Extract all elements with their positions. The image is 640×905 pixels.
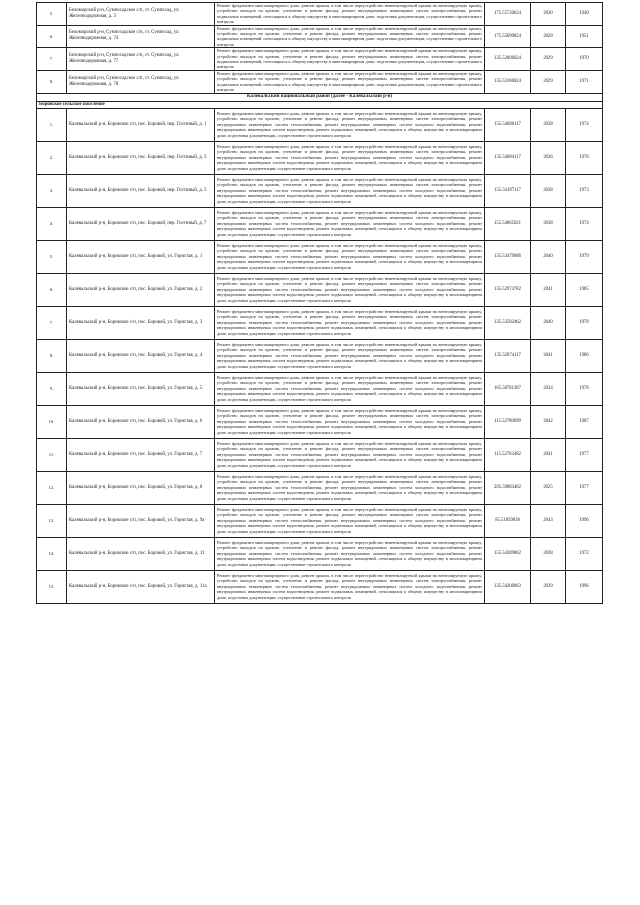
row-construction-year: 1986: [566, 339, 603, 372]
row-address: Калевальский р-н, Боровское с/п, пос. Боровой, ул. Гористая, д. 3: [67, 306, 215, 339]
table-body: [37, 3, 603, 604]
repair-program-table: [36, 2, 603, 604]
table-row: [37, 537, 603, 570]
row-work-description: Ремонт фундамента многоквартирного дома, ремонт крыши, в том числе переустройство невентилируемой крыши на вентилируемую крышу, устройство выходов на кровлю, утепление и ремонт фасада, ремонт внутридомовых инженерных систем электроснабжения, ремонт внутридомовых инженерных систем теплоснабжения, ремонт внутридомовых инженерных систем холодного водоснабжения, ремонт внутридомовых инженерных систем водоотведения, ремонт подвальных помещений, относящихся к общему имуществу в многоквартирном доме, подготовка документации, осуществление строительного контроля: [215, 339, 485, 372]
row-number: 5.: [37, 240, 67, 273]
table-row: [37, 273, 603, 306]
row-cost: 135.54084117: [485, 141, 531, 174]
row-work-description: Ремонт фундамента многоквартирного дома, ремонт крыши, в том числе переустройство невентилируемой крыши на вентилируемую крышу, устройство выходов на кровлю, утепление и ремонт фасада, ремонт внутридомовых инженерных систем электроснабжения, ремонт внутридомовых инженерных систем теплоснабжения, ремонт внутридомовых инженерных систем холодного водоснабжения, ремонт внутридомовых инженерных систем водоотведения, ремонт подвальных помещений, относящихся к общему имуществу в многоквартирном доме, подготовка документации, осуществление строительного контроля: [215, 240, 485, 273]
table-row: [37, 70, 603, 93]
row-construction-year: 1951: [566, 25, 603, 48]
row-address: Беломорский р-н, Сумпосадское с/п, ст. Сумпосад, ул. Железнодорожная, д. 77: [67, 48, 215, 71]
row-work-description: Ремонт фундамента многоквартирного дома, ремонт крыши, в том числе переустройство невентилируемой крыши на вентилируемую крышу, устройство выходов на кровлю, утепление и ремонт фасада, ремонт внутридомовых инженерных систем электроснабжения, ремонт подвальных помещений, относящихся к общему имуществу в многоквартирном доме, подготовка документации, осуществление строительного контроля: [215, 3, 485, 26]
row-cost: 175.55720624: [485, 3, 531, 26]
row-construction-year: 1987: [566, 405, 603, 438]
row-cost: 135.54260063: [485, 570, 531, 603]
row-work-description: Ремонт фундамента многоквартирного дома, ремонт крыши, в том числе переустройство невентилируемой крыши на вентилируемую крышу, устройство выходов на кровлю, утепление и ремонт фасада, ремонт внутридомовых инженерных систем электроснабжения, ремонт внутридомовых инженерных систем теплоснабжения, ремонт внутридомовых инженерных систем холодного водоснабжения, ремонт внутридомовых инженерных систем водоотведения, ремонт подвальных помещений, относящихся к общему имуществу в многоквартирном доме, подготовка документации, осуществление строительного контроля: [215, 108, 485, 141]
row-work-description: Ремонт фундамента многоквартирного дома, ремонт крыши, в том числе переустройство невентилируемой крыши на вентилируемую крышу, устройство выходов на кровлю, утепление и ремонт фасада, ремонт внутридомовых инженерных систем электроснабжения, ремонт внутридомовых инженерных систем теплоснабжения, ремонт внутридомовых инженерных систем холодного водоснабжения, ремонт внутридомовых инженерных систем водоотведения, ремонт подвальных помещений, относящихся к общему имуществу в многоквартирном доме, подготовка документации, осуществление строительного контроля: [215, 273, 485, 306]
row-planned-year: 2038: [531, 174, 566, 207]
table-row: [37, 570, 603, 603]
row-cost: 115.52780099: [485, 405, 531, 438]
row-number: 14.: [37, 537, 67, 570]
row-work-description: Ремонт фундамента многоквартирного дома, ремонт крыши, в том числе переустройство невентилируемой крыши на вентилируемую крышу, устройство выходов на кровлю, утепление и ремонт фасада, ремонт внутридомовых инженерных систем электроснабжения, ремонт внутридомовых инженерных систем теплоснабжения, ремонт внутридомовых инженерных систем холодного водоснабжения, ремонт внутридомовых инженерных систем водоотведения, ремонт подвальных помещений, относящихся к общему имуществу в многоквартирном доме, подготовка документации, осуществление строительного контроля: [215, 471, 485, 504]
row-construction-year: 1970: [566, 48, 603, 71]
row-cost: 165.58781387: [485, 372, 531, 405]
table-row: [37, 504, 603, 537]
row-address: Беломорский р-н, Сумпосадское с/п, ст. Сумпосад, ул. Железнодорожная, д. 74: [67, 25, 215, 48]
row-cost: 115.52763482: [485, 438, 531, 471]
row-work-description: Ремонт фундамента многоквартирного дома, ремонт крыши, в том числе переустройство невентилируемой крыши на вентилируемую крышу, устройство выходов на кровлю, утепление и ремонт фасада, ремонт внутридомовых инженерных систем электроснабжения, ремонт внутридомовых инженерных систем теплоснабжения, ремонт внутридомовых инженерных систем холодного водоснабжения, ремонт внутридомовых инженерных систем водоотведения, ремонт подвальных помещений, относящихся к общему имуществу в многоквартирном доме, подготовка документации, осуществление строительного контроля: [215, 306, 485, 339]
row-planned-year: 2030: [531, 3, 566, 26]
table-row: [37, 372, 603, 405]
row-cost: 135.52874117: [485, 339, 531, 372]
row-planned-year: 2028: [531, 25, 566, 48]
row-address: Калевальский р-н, Боровское с/п, пос. Боровой, пер. Гостиный, д. 5: [67, 174, 215, 207]
row-address: Беломорский р-н, Сумпосадское с/п, ст. Сумпосад, ул. Железнодорожная, д. 78: [67, 70, 215, 93]
row-construction-year: 1976: [566, 141, 603, 174]
row-construction-year: 1971: [566, 70, 603, 93]
row-construction-year: 1996: [566, 570, 603, 603]
row-address: Калевальский р-н, Боровское с/п, пос. Боровой, ул. Гористая, д. 2: [67, 273, 215, 306]
row-address: Калевальский р-н, Боровское с/п, пос. Боровой, ул. Гористая, д. 7: [67, 438, 215, 471]
row-number: 12.: [37, 471, 67, 504]
row-number: 13.: [37, 504, 67, 537]
row-work-description: Ремонт фундамента многоквартирного дома, ремонт крыши, в том числе переустройство невентилируемой крыши на вентилируемую крышу, устройство выходов на кровлю, утепление и ремонт фасада, ремонт внутридомовых инженерных систем электроснабжения, ремонт внутридомовых инженерных систем теплоснабжения, ремонт внутридомовых инженерных систем холодного водоснабжения, ремонт внутридомовых инженерных систем водоотведения, ремонт подвальных помещений, относящихся к общему имуществу в многоквартирном доме, подготовка документации, осуществление строительного контроля: [215, 372, 485, 405]
table-row: [37, 471, 603, 504]
row-planned-year: 2025: [531, 471, 566, 504]
row-planned-year: 2041: [531, 273, 566, 306]
row-address: Калевальский р-н, Боровское с/п, пос. Боровой, ул. Гористая, д. 11а: [67, 570, 215, 603]
row-number: 7.: [37, 306, 67, 339]
row-work-description: Ремонт фундамента многоквартирного дома, ремонт крыши, в том числе переустройство невентилируемой крыши на вентилируемую крышу, устройство выходов на кровлю, утепление и ремонт фасада, ремонт внутридомовых инженерных систем электроснабжения, ремонт внутридомовых инженерных систем теплоснабжения, ремонт внутридомовых инженерных систем холодного водоснабжения, ремонт внутридомовых инженерных систем водоотведения, ремонт подвальных помещений, относящихся к общему имуществу в многоквартирном доме, подготовка документации, осуществление строительного контроля: [215, 438, 485, 471]
row-cost: 205.59083482: [485, 471, 531, 504]
row-number: 5.: [37, 3, 67, 26]
table-row: [37, 3, 603, 26]
row-construction-year: 1974: [566, 207, 603, 240]
row-work-description: Ремонт фундамента многоквартирного дома, ремонт крыши, в том числе переустройство невентилируемой крыши на вентилируемую крышу, устройство выходов на кровлю, утепление и ремонт фасада, ремонт внутридомовых инженерных систем электроснабжения, ремонт внутридомовых инженерных систем теплоснабжения, ремонт внутридомовых инженерных систем холодного водоснабжения, ремонт внутридомовых инженерных систем водоотведения, ремонт подвальных помещений, относящихся к общему имуществу в многоквартирном доме, подготовка документации, осуществление строительного контроля: [215, 141, 485, 174]
row-address: Калевальский р-н, Боровское с/п, пос. Боровой, ул. Гористая, д. 8: [67, 471, 215, 504]
row-planned-year: 2039: [531, 570, 566, 603]
row-address: Калевальский р-н, Боровское с/п, пос. Боровой, пер. Гостиный, д. 1: [67, 108, 215, 141]
row-construction-year: 1985: [566, 273, 603, 306]
table-row: [37, 306, 603, 339]
row-cost: 135.53479686: [485, 240, 531, 273]
row-construction-year: 1973: [566, 174, 603, 207]
table-row: [37, 207, 603, 240]
row-planned-year: 2040: [531, 240, 566, 273]
row-cost: 135.52006624: [485, 48, 531, 71]
row-planned-year: 2038: [531, 537, 566, 570]
row-address: Калевальский р-н, Боровское с/п, пос. Боровой, ул. Гористая, д. 11: [67, 537, 215, 570]
row-construction-year: 1940: [566, 3, 603, 26]
row-number: 9.: [37, 372, 67, 405]
row-planned-year: 2038: [531, 108, 566, 141]
row-work-description: Ремонт фундамента многоквартирного дома, ремонт крыши, в том числе переустройство невентилируемой крыши на вентилируемую крышу, устройство выходов на кровлю, утепление и ремонт фасада, ремонт внутридомовых инженерных систем электроснабжения, ремонт подвальных помещений, относящихся к общему имуществу в многоквартирном доме, подготовка документации, осуществление строительного контроля: [215, 25, 485, 48]
row-address: Калевальский р-н, Боровское с/п, пос. Боровой, ул. Гористая, д. 5: [67, 372, 215, 405]
row-work-description: Ремонт фундамента многоквартирного дома, ремонт крыши, в том числе переустройство невентилируемой крыши на вентилируемую крышу, устройство выходов на кровлю, утепление и ремонт фасада, ремонт внутридомовых инженерных систем электроснабжения, ремонт подвальных помещений, относящихся к общему имуществу в многоквартирном доме, подготовка документации, осуществление строительного контроля: [215, 70, 485, 93]
row-work-description: Ремонт фундамента многоквартирного дома, ремонт крыши, в том числе переустройство невентилируемой крыши на вентилируемую крышу, устройство выходов на кровлю, утепление и ремонт фасада, ремонт внутридомовых инженерных систем электроснабжения, ремонт внутридомовых инженерных систем теплоснабжения, ремонт внутридомовых инженерных систем холодного водоснабжения, ремонт внутридомовых инженерных систем водоотведения, ремонт подвальных помещений, относящихся к общему имуществу в многоквартирном доме, подготовка документации, осуществление строительного контроля: [215, 504, 485, 537]
row-cost: 135.52974782: [485, 273, 531, 306]
row-construction-year: 1977: [566, 471, 603, 504]
row-cost: 175.55699824: [485, 25, 531, 48]
row-planned-year: 2029: [531, 70, 566, 93]
row-construction-year: 1974: [566, 108, 603, 141]
row-work-description: Ремонт фундамента многоквартирного дома, ремонт крыши, в том числе переустройство невентилируемой крыши на вентилируемую крышу, устройство выходов на кровлю, утепление и ремонт фасада, ремонт внутридомовых инженерных систем электроснабжения, ремонт внутридомовых инженерных систем теплоснабжения, ремонт внутридомовых инженерных систем холодного водоснабжения, ремонт внутридомовых инженерных систем водоотведения, ремонт подвальных помещений, относящихся к общему имуществу в многоквартирном доме, подготовка документации, осуществление строительного контроля: [215, 537, 485, 570]
row-work-description: Ремонт фундамента многоквартирного дома, ремонт крыши, в том числе переустройство невентилируемой крыши на вентилируемую крышу, устройство выходов на кровлю, утепление и ремонт фасада, ремонт внутридомовых инженерных систем электроснабжения, ремонт внутридомовых инженерных систем теплоснабжения, ремонт внутридомовых инженерных систем холодного водоснабжения, ремонт внутридомовых инженерных систем водоотведения, ремонт подвальных помещений, относящихся к общему имуществу в многоквартирном доме, подготовка документации, осуществление строительного контроля: [215, 174, 485, 207]
row-construction-year: 1978: [566, 372, 603, 405]
row-number: 10.: [37, 405, 67, 438]
settlement-title: Боровское сельское поселение: [37, 101, 215, 108]
row-planned-year: 2036: [531, 141, 566, 174]
table-row: [37, 48, 603, 71]
table-row: [37, 240, 603, 273]
row-number: 6.: [37, 25, 67, 48]
table-row: [37, 25, 603, 48]
row-cost: 135.53106824: [485, 70, 531, 93]
row-cost: 85.51859838: [485, 504, 531, 537]
row-work-description: Ремонт фундамента многоквартирного дома, ремонт крыши, в том числе переустройство невентилируемой крыши на вентилируемую крышу, устройство выходов на кровлю, утепление и ремонт фасада, ремонт внутридомовых инженерных систем электроснабжения, ремонт внутридомовых инженерных систем теплоснабжения, ремонт внутридомовых инженерных систем холодного водоснабжения, ремонт внутридомовых инженерных систем водоотведения, ремонт подвальных помещений, относящихся к общему имуществу в многоквартирном доме, подготовка документации, осуществление строительного контроля: [215, 405, 485, 438]
row-address: Калевальский р-н, Боровское с/п, пос. Боровой, пер. Гостиный, д. 7: [67, 207, 215, 240]
row-address: Беломорский р-н, Сумпосадское с/п, ст. Сумпосад, ул. Железнодорожная, д. 3: [67, 3, 215, 26]
row-planned-year: 2038: [531, 207, 566, 240]
row-planned-year: 2042: [531, 405, 566, 438]
row-cost: 155.54065021: [485, 207, 531, 240]
row-planned-year: 2041: [531, 339, 566, 372]
row-planned-year: 2034: [531, 372, 566, 405]
row-number: 8.: [37, 70, 67, 93]
row-number: 8.: [37, 339, 67, 372]
row-cost: 135.53582462: [485, 306, 531, 339]
district-header-row: [37, 93, 603, 101]
row-planned-year: 2029: [531, 48, 566, 71]
row-construction-year: 1972: [566, 537, 603, 570]
document-page: [36, 2, 602, 900]
row-planned-year: 2043: [531, 504, 566, 537]
row-planned-year: 2041: [531, 438, 566, 471]
table-row: [37, 141, 603, 174]
table-row: [37, 438, 603, 471]
row-address: Калевальский р-н, Боровское с/п, пос. Боровой, ул. Гористая, д. 1: [67, 240, 215, 273]
row-number: 1.: [37, 108, 67, 141]
row-address: Калевальский р-н, Боровское с/п, пос. Боровой, ул. Гористая, д. 4: [67, 339, 215, 372]
settlement-header-row: [37, 101, 603, 108]
row-number: 15.: [37, 570, 67, 603]
row-construction-year: 1979: [566, 240, 603, 273]
row-number: 4.: [37, 207, 67, 240]
row-construction-year: 1996: [566, 504, 603, 537]
row-address: Калевальский р-н, Боровское с/п, пос. Боровой, ул. Гористая, д. 6: [67, 405, 215, 438]
district-title: Калевальский национальный район (далее - Калевальский р-н): [37, 93, 603, 101]
row-work-description: Ремонт фундамента многоквартирного дома, ремонт крыши, в том числе переустройство невентилируемой крыши на вентилируемую крышу, устройство выходов на кровлю, утепление и ремонт фасада, ремонт внутридомовых инженерных систем электроснабжения, ремонт подвальных помещений, относящихся к общему имуществу в многоквартирном доме, подготовка документации, осуществление строительного контроля: [215, 48, 485, 71]
table-row: [37, 405, 603, 438]
row-construction-year: 1977: [566, 438, 603, 471]
row-number: 2.: [37, 141, 67, 174]
row-cost: 155.54187117: [485, 174, 531, 207]
table-row: [37, 174, 603, 207]
settlement-filler: [215, 101, 603, 108]
row-cost: 155.54289862: [485, 537, 531, 570]
row-work-description: Ремонт фундамента многоквартирного дома, ремонт крыши, в том числе переустройство невентилируемой крыши на вентилируемую крышу, устройство выходов на кровлю, утепление и ремонт фасада, ремонт внутридомовых инженерных систем электроснабжения, ремонт внутридомовых инженерных систем теплоснабжения, ремонт внутридомовых инженерных систем холодного водоснабжения, ремонт внутридомовых инженерных систем водоотведения, ремонт подвальных помещений, относящихся к общему имуществу в многоквартирном доме, подготовка документации, осуществление строительного контроля: [215, 570, 485, 603]
row-address: Калевальский р-н, Боровское с/п, пос. Боровой, ул. Гористая, д. 9а: [67, 504, 215, 537]
row-address: Калевальский р-н, Боровское с/п, пос. Боровой, пер. Гостиный, д. 3: [67, 141, 215, 174]
row-cost: 155.54086117: [485, 108, 531, 141]
row-construction-year: 1978: [566, 306, 603, 339]
row-work-description: Ремонт фундамента многоквартирного дома, ремонт крыши, в том числе переустройство невентилируемой крыши на вентилируемую крышу, устройство выходов на кровлю, утепление и ремонт фасада, ремонт внутридомовых инженерных систем электроснабжения, ремонт внутридомовых инженерных систем теплоснабжения, ремонт внутридомовых инженерных систем холодного водоснабжения, ремонт внутридомовых инженерных систем водоотведения, ремонт подвальных помещений, относящихся к общему имуществу в многоквартирном доме, подготовка документации, осуществление строительного контроля: [215, 207, 485, 240]
row-number: 7.: [37, 48, 67, 71]
row-planned-year: 2040: [531, 306, 566, 339]
row-number: 3.: [37, 174, 67, 207]
table-row: [37, 108, 603, 141]
table-row: [37, 339, 603, 372]
row-number: 6.: [37, 273, 67, 306]
row-number: 11.: [37, 438, 67, 471]
